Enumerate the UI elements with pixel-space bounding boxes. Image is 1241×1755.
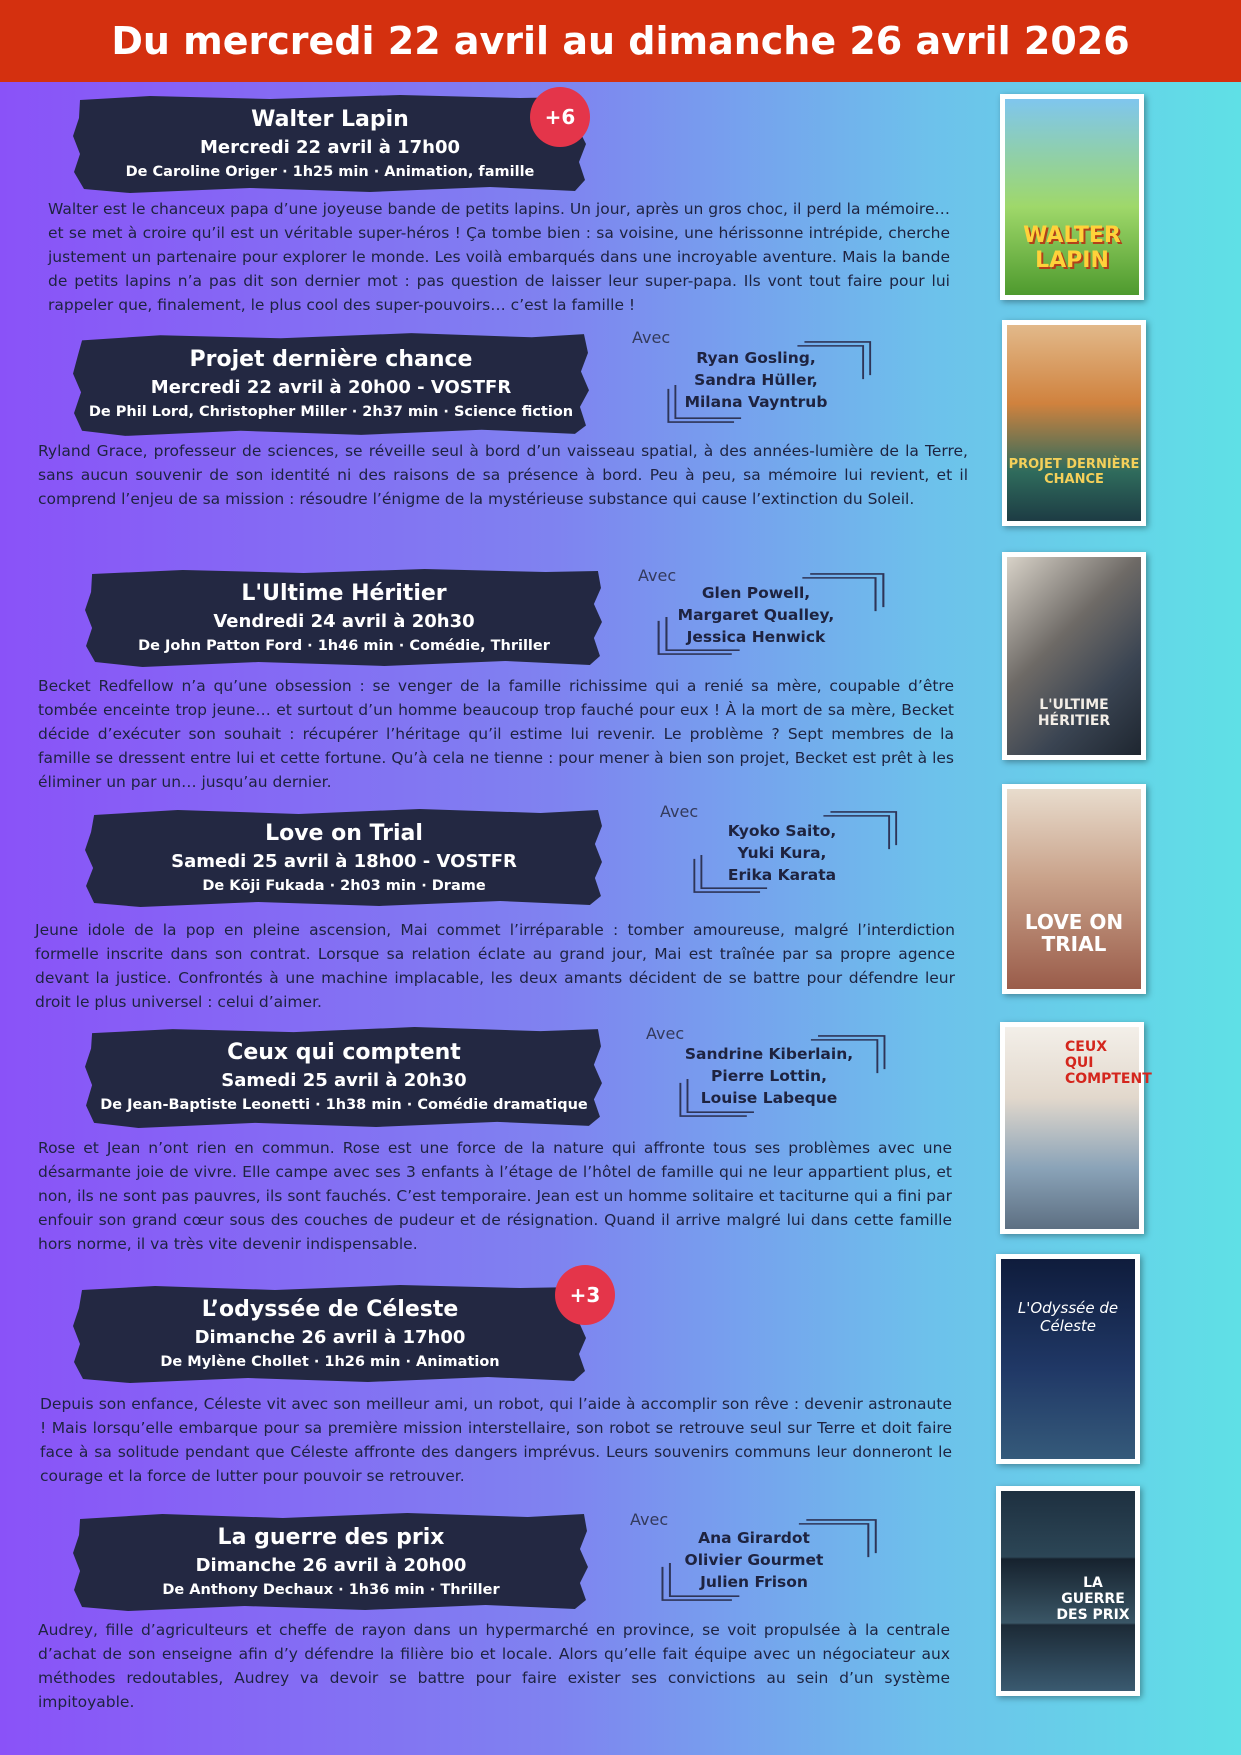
cast-member: Olivier Gourmet bbox=[684, 1551, 824, 1569]
film-poster-ceux-qui-comptent bbox=[1000, 1022, 1152, 1234]
film-showtime: Dimanche 26 avril à 20h00 bbox=[195, 1555, 467, 1576]
film-synopsis: Becket Redfellow n’a qu’une obsession : se venger de la famille richissime qui a renié sa mère, coupable d’être tombée enceinte trop jeune… et surtout d’un homme beaucoup trop fauché pour eux ! À la mort de sa mère, Becket décide d’exécuter son souhait : récupérer l’héritage qu’il estime lui revenir. Le problème ? Sept membres de la famille se dressent entre lui et cette fortune. Qu’à cela ne tienne : pour mener à bien son projet, Becket est prêt à les éliminer un par un… jusqu’au dernier. bbox=[38, 677, 954, 791]
film-banner-projet-derniere-chance bbox=[70, 330, 592, 438]
cast-member: Yuki Kura, bbox=[737, 844, 827, 862]
cast-list bbox=[680, 1043, 858, 1109]
film-banner-walter-lapin bbox=[70, 92, 590, 196]
film-showtime: Mercredi 22 avril à 17h00 bbox=[199, 137, 461, 158]
film-poster-walter-lapin bbox=[1000, 94, 1144, 300]
film-title: Love on Trial bbox=[265, 821, 423, 846]
film-synopsis: Audrey, fille d’agriculteurs et cheffe de rayon dans un hypermarché en province, se voit propulsée à la centrale d’achat de son enseigne afin d’y défendre la filière bio et locale. Alors qu’elle fait équipe avec un négociateur aux méthodes redoutables, Audrey va devoir se battre pour faire exister ses convictions au sein d’un système impitoyable. bbox=[38, 1621, 950, 1711]
cast-member: Ryan Gosling, bbox=[696, 349, 816, 367]
film-banner-ultime-heritier bbox=[82, 566, 606, 670]
film-synopsis: Ryland Grace, professeur de sciences, se réveille seul à bord d’un vaisseau spatial, à des années-lumière de la Terre, sans aucun souvenir de son identité ni des raisons de sa présence à bord. Peu à peu, sa mémoire lui revient, et il comprend l’enjeu de sa mission : résoudre l’énigme de la mystérieuse substance qui cause l’extinction du Soleil. bbox=[38, 442, 968, 508]
cast-member: Ana Girardot bbox=[698, 1529, 810, 1547]
poster-title: LOVE ON TRIAL bbox=[1024, 910, 1124, 956]
film-meta: De John Patton Ford · 1h46 min · Comédie, Thriller bbox=[138, 638, 550, 654]
age-rating-badge: +6 bbox=[530, 87, 590, 147]
cast-list bbox=[662, 1527, 846, 1593]
film-synopsis: Rose et Jean n’ont rien en commun. Rose est une force de la nature qui affronte tous ses problèmes avec une désarmante joie de vivre. Elle campe avec ses 3 enfants à l’étage de l’hôtel de famille qui ne leur appartient plus, et non, ils ne sont pas pauvres, ils sont fauchés. C’est temporaire. Jean est un homme solitaire et taciturne qui a fini par enfouir son grand cœur sous des couches de pudeur et de résignation. Quand il arrive malgré lui dans cette famille hors norme, il va très vite devenir indispensable. bbox=[38, 1139, 952, 1253]
film-poster-ultime-heritier bbox=[1002, 552, 1146, 760]
film-meta: De Kōji Fukada · 2h03 min · Drame bbox=[202, 878, 486, 894]
film-title: Ceux qui comptent bbox=[227, 1040, 461, 1065]
film-poster-guerre-des-prix bbox=[996, 1486, 1140, 1696]
cast-member: Kyoko Saito, bbox=[727, 822, 837, 840]
cast-list bbox=[668, 582, 844, 648]
cast-member: Pierre Lottin, bbox=[711, 1067, 827, 1085]
age-rating-badge: +3 bbox=[555, 1265, 615, 1325]
film-meta: De Anthony Dechaux · 1h36 min · Thriller bbox=[162, 1582, 500, 1598]
cast-list bbox=[662, 347, 850, 413]
cast-label: Avec bbox=[646, 1024, 685, 1043]
poster-title: WALTER LAPIN bbox=[1023, 223, 1121, 273]
film-title: Projet dernière chance bbox=[189, 347, 473, 372]
cast-member: Julien Frison bbox=[700, 1573, 808, 1591]
cast-member: Jessica Henwick bbox=[686, 628, 826, 646]
cast-label: Avec bbox=[632, 328, 671, 347]
film-poster-love-on-trial bbox=[1002, 784, 1146, 994]
film-banner-guerre-des-prix bbox=[70, 1510, 592, 1614]
header-bar bbox=[0, 0, 1241, 82]
cast-member: Margaret Qualley, bbox=[677, 606, 835, 624]
poster-title: L'Odyssée de Céleste bbox=[1017, 1299, 1119, 1335]
poster-title: L'ULTIME HÉRITIER bbox=[1037, 697, 1111, 729]
film-showtime: Samedi 25 avril à 18h00 - VOSTFR bbox=[171, 851, 517, 872]
film-showtime: Mercredi 22 avril à 20h00 - VOSTFR bbox=[150, 377, 512, 398]
film-synopsis: Depuis son enfance, Céleste vit avec son meilleur ami, un robot, qui l’aide à accomplir son rêve : devenir astronaute ! Mais lorsqu’elle embarque pour sa première mission interstellaire, son robot se retrouve seul sur Terre et doit faire face à sa solitude pendant que Céleste affronte des dangers imprévus. Leurs souvenirs communs leur donneront le courage et la force de lutter pour pouvoir se retrouver. bbox=[40, 1395, 952, 1485]
film-title: L’odyssée de Céleste bbox=[201, 1297, 459, 1322]
cast-member: Louise Labeque bbox=[700, 1089, 838, 1107]
cast-member: Sandrine Kiberlain, bbox=[684, 1045, 854, 1063]
film-synopsis: Walter est le chanceux papa d’une joyeuse bande de petits lapins. Un jour, après un gros choc, il perd la mémoire… et se met à croire qu’il est un véritable super-héros ! Ça tombe bien : sa voisine, une hérissonne intrépide, cherche justement un partenaire pour explorer le monde. Les voilà embarqués dans une incroyable aventure. Mais la bande de petits lapins n’a pas dit son dernier mot : pas question de laisser leur super-papa. Ils vont tout faire pour lui rappeler que, finalement, le plus cool des super-pouvoirs… c’est la famille ! bbox=[48, 200, 950, 314]
film-meta: De Phil Lord, Christopher Miller · 2h37 min · Science fiction bbox=[88, 404, 574, 420]
film-poster-projet-derniere-chance bbox=[1002, 320, 1146, 526]
film-synopsis: Jeune idole de la pop en pleine ascension, Mai commet l’irréparable : tomber amoureuse, malgré l’interdiction formelle inscrite dans son contrat. Lorsque sa relation éclate au grand jour, Mai est traînée par sa propre agence devant la justice. Confrontés à une machine implacable, les deux amants décident de se battre pour défendre leur droit le plus universel : celui d’aimer. bbox=[35, 921, 955, 1011]
cast-list bbox=[694, 820, 870, 886]
film-title: Walter Lapin bbox=[251, 107, 409, 132]
film-showtime: Dimanche 26 avril à 17h00 bbox=[194, 1327, 466, 1348]
film-title: La guerre des prix bbox=[217, 1525, 445, 1550]
cast-member: Milana Vayntrub bbox=[684, 393, 828, 411]
poster-title: PROJET DERNIÈRE CHANCE bbox=[1008, 457, 1140, 487]
cast-member: Erika Karata bbox=[727, 866, 837, 884]
film-showtime: Samedi 25 avril à 20h30 bbox=[221, 1070, 467, 1091]
cast-member: Sandra Hüller, bbox=[694, 371, 818, 389]
film-banner-ceux-qui-comptent bbox=[82, 1024, 606, 1130]
film-title: L'Ultime Héritier bbox=[241, 581, 447, 606]
film-meta: De Jean-Baptiste Leonetti · 1h38 min · Comédie dramatique bbox=[100, 1097, 588, 1113]
cast-label: Avec bbox=[630, 1510, 669, 1529]
poster-title: LA GUERRE DES PRIX bbox=[1056, 1575, 1130, 1623]
film-poster-odyssee-de-celeste bbox=[996, 1254, 1140, 1464]
poster-title: CEUX QUI COMPTENT bbox=[1065, 1039, 1152, 1087]
film-banner-love-on-trial bbox=[82, 806, 606, 910]
cast-member: Glen Powell, bbox=[701, 584, 811, 602]
film-banner-odyssee-de-celeste bbox=[70, 1282, 590, 1386]
film-meta: De Caroline Origer · 1h25 min · Animation, famille bbox=[125, 164, 535, 180]
film-showtime: Vendredi 24 avril à 20h30 bbox=[213, 611, 475, 632]
cast-label: Avec bbox=[660, 802, 699, 821]
page-title: Du mercredi 22 avril au dimanche 26 avril 2026 bbox=[111, 19, 1130, 63]
cast-label: Avec bbox=[638, 566, 677, 585]
film-meta: De Mylène Chollet · 1h26 min · Animation bbox=[160, 1354, 500, 1370]
